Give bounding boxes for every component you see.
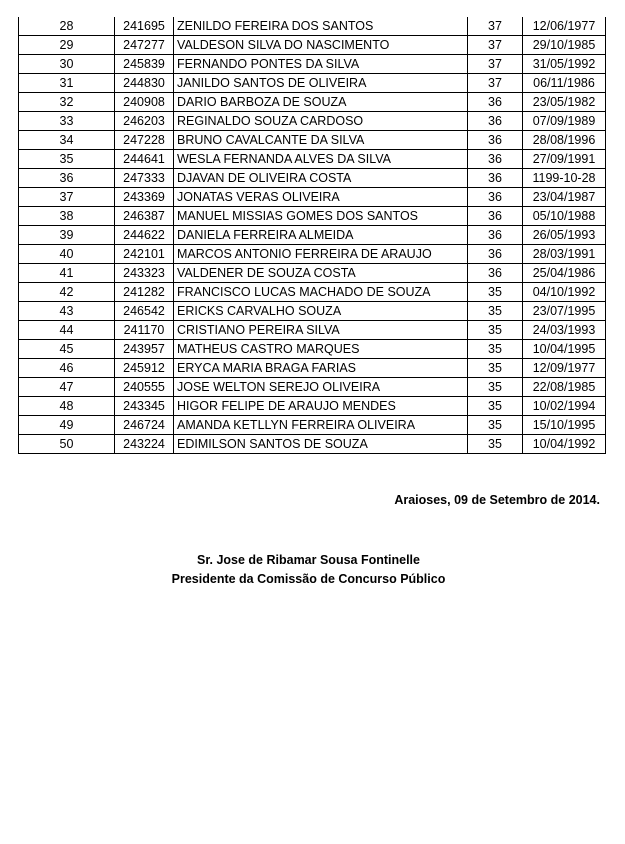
registration-cell: 245912 xyxy=(115,359,174,378)
rank-cell: 28 xyxy=(19,17,115,36)
table-row xyxy=(19,416,606,435)
name-cell: AMANDA KETLLYN FERREIRA OLIVEIRA xyxy=(174,416,468,435)
rank-cell: 33 xyxy=(19,112,115,131)
score-cell: 37 xyxy=(468,36,523,55)
score-cell: 36 xyxy=(468,150,523,169)
name-cell: EDIMILSON SANTOS DE SOUZA xyxy=(174,435,468,454)
birthdate-cell: 27/09/1991 xyxy=(523,150,606,169)
table-row xyxy=(19,321,606,340)
table-row xyxy=(19,207,606,226)
place-and-date: Araioses, 09 de Setembro de 2014. xyxy=(394,493,600,507)
birthdate-cell: 07/09/1989 xyxy=(523,112,606,131)
birthdate-cell: 10/04/1992 xyxy=(523,435,606,454)
rank-cell: 34 xyxy=(19,131,115,150)
name-cell: WESLA FERNANDA ALVES DA SILVA xyxy=(174,150,468,169)
rank-cell: 35 xyxy=(19,150,115,169)
birthdate-cell: 05/10/1988 xyxy=(523,207,606,226)
table-row xyxy=(19,264,606,283)
table-row xyxy=(19,93,606,112)
registration-cell: 243345 xyxy=(115,397,174,416)
rank-cell: 48 xyxy=(19,397,115,416)
table-row xyxy=(19,131,606,150)
table-row xyxy=(19,17,606,36)
name-cell: DARIO BARBOZA DE SOUZA xyxy=(174,93,468,112)
score-cell: 35 xyxy=(468,435,523,454)
table-row xyxy=(19,435,606,454)
birthdate-cell: 23/05/1982 xyxy=(523,93,606,112)
table-row xyxy=(19,302,606,321)
name-cell: JANILDO SANTOS DE OLIVEIRA xyxy=(174,74,468,93)
registration-cell: 243323 xyxy=(115,264,174,283)
score-cell: 35 xyxy=(468,321,523,340)
name-cell: FRANCISCO LUCAS MACHADO DE SOUZA xyxy=(174,283,468,302)
birthdate-cell: 06/11/1986 xyxy=(523,74,606,93)
rank-cell: 32 xyxy=(19,93,115,112)
name-cell: MANUEL MISSIAS GOMES DOS SANTOS xyxy=(174,207,468,226)
birthdate-cell: 26/05/1993 xyxy=(523,226,606,245)
birthdate-cell: 22/08/1985 xyxy=(523,378,606,397)
name-cell: VALDENER DE SOUZA COSTA xyxy=(174,264,468,283)
rank-cell: 39 xyxy=(19,226,115,245)
name-cell: BRUNO CAVALCANTE DA SILVA xyxy=(174,131,468,150)
score-cell: 37 xyxy=(468,55,523,74)
results-table-body xyxy=(19,17,606,454)
rank-cell: 46 xyxy=(19,359,115,378)
name-cell: ERICKS CARVALHO SOUZA xyxy=(174,302,468,321)
table-row xyxy=(19,340,606,359)
score-cell: 36 xyxy=(468,131,523,150)
score-cell: 35 xyxy=(468,378,523,397)
registration-cell: 246542 xyxy=(115,302,174,321)
name-cell: JONATAS VERAS OLIVEIRA xyxy=(174,188,468,207)
name-cell: CRISTIANO PEREIRA SILVA xyxy=(174,321,468,340)
registration-cell: 244830 xyxy=(115,74,174,93)
name-cell: ERYCA MARIA BRAGA FARIAS xyxy=(174,359,468,378)
birthdate-cell: 28/03/1991 xyxy=(523,245,606,264)
score-cell: 36 xyxy=(468,245,523,264)
birthdate-cell: 23/07/1995 xyxy=(523,302,606,321)
table-row xyxy=(19,245,606,264)
score-cell: 35 xyxy=(468,397,523,416)
registration-cell: 243957 xyxy=(115,340,174,359)
birthdate-cell: 25/04/1986 xyxy=(523,264,606,283)
birthdate-cell: 28/08/1996 xyxy=(523,131,606,150)
registration-cell: 243224 xyxy=(115,435,174,454)
birthdate-cell: 12/06/1977 xyxy=(523,17,606,36)
registration-cell: 244622 xyxy=(115,226,174,245)
birthdate-cell: 04/10/1992 xyxy=(523,283,606,302)
rank-cell: 31 xyxy=(19,74,115,93)
score-cell: 36 xyxy=(468,264,523,283)
table-row xyxy=(19,112,606,131)
name-cell: FERNANDO PONTES DA SILVA xyxy=(174,55,468,74)
signatory-title: Presidente da Comissão de Concurso Público xyxy=(171,572,446,586)
score-cell: 37 xyxy=(468,74,523,93)
rank-cell: 29 xyxy=(19,36,115,55)
registration-cell: 246387 xyxy=(115,207,174,226)
birthdate-cell: 15/10/1995 xyxy=(523,416,606,435)
name-cell: DJAVAN DE OLIVEIRA COSTA xyxy=(174,169,468,188)
registration-cell: 246203 xyxy=(115,112,174,131)
rank-cell: 44 xyxy=(19,321,115,340)
registration-cell: 241170 xyxy=(115,321,174,340)
rank-cell: 50 xyxy=(19,435,115,454)
table-row xyxy=(19,359,606,378)
rank-cell: 30 xyxy=(19,55,115,74)
results-table xyxy=(18,17,606,454)
name-cell: MARCOS ANTONIO FERREIRA DE ARAUJO xyxy=(174,245,468,264)
score-cell: 36 xyxy=(468,112,523,131)
name-cell: VALDESON SILVA DO NASCIMENTO xyxy=(174,36,468,55)
score-cell: 37 xyxy=(468,17,523,36)
score-cell: 36 xyxy=(468,169,523,188)
score-cell: 35 xyxy=(468,283,523,302)
table-row xyxy=(19,150,606,169)
rank-cell: 49 xyxy=(19,416,115,435)
name-cell: DANIELA FERREIRA ALMEIDA xyxy=(174,226,468,245)
signatory-name: Sr. Jose de Ribamar Sousa Fontinelle xyxy=(197,553,420,567)
birthdate-cell: 29/10/1985 xyxy=(523,36,606,55)
score-cell: 35 xyxy=(468,340,523,359)
rank-cell: 37 xyxy=(19,188,115,207)
name-cell: MATHEUS CASTRO MARQUES xyxy=(174,340,468,359)
name-cell: HIGOR FELIPE DE ARAUJO MENDES xyxy=(174,397,468,416)
registration-cell: 247228 xyxy=(115,131,174,150)
birthdate-cell: 31/05/1992 xyxy=(523,55,606,74)
birthdate-cell: 23/04/1987 xyxy=(523,188,606,207)
score-cell: 35 xyxy=(468,416,523,435)
table-row xyxy=(19,169,606,188)
name-cell: REGINALDO SOUZA CARDOSO xyxy=(174,112,468,131)
table-row xyxy=(19,188,606,207)
registration-cell: 247277 xyxy=(115,36,174,55)
registration-cell: 240555 xyxy=(115,378,174,397)
rank-cell: 41 xyxy=(19,264,115,283)
score-cell: 36 xyxy=(468,207,523,226)
name-cell: ZENILDO FEREIRA DOS SANTOS xyxy=(174,17,468,36)
birthdate-cell: 1199-10-28 xyxy=(523,169,606,188)
rank-cell: 45 xyxy=(19,340,115,359)
registration-cell: 247333 xyxy=(115,169,174,188)
table-row xyxy=(19,397,606,416)
registration-cell: 241695 xyxy=(115,17,174,36)
table-row xyxy=(19,74,606,93)
score-cell: 35 xyxy=(468,359,523,378)
registration-cell: 246724 xyxy=(115,416,174,435)
rank-cell: 38 xyxy=(19,207,115,226)
registration-cell: 240908 xyxy=(115,93,174,112)
birthdate-cell: 10/02/1994 xyxy=(523,397,606,416)
birthdate-cell: 10/04/1995 xyxy=(523,340,606,359)
signature-block xyxy=(0,551,617,589)
birthdate-cell: 24/03/1993 xyxy=(523,321,606,340)
registration-cell: 241282 xyxy=(115,283,174,302)
birthdate-cell: 12/09/1977 xyxy=(523,359,606,378)
registration-cell: 245839 xyxy=(115,55,174,74)
table-row xyxy=(19,226,606,245)
rank-cell: 43 xyxy=(19,302,115,321)
table-row xyxy=(19,283,606,302)
registration-cell: 244641 xyxy=(115,150,174,169)
registration-cell: 242101 xyxy=(115,245,174,264)
score-cell: 36 xyxy=(468,188,523,207)
score-cell: 36 xyxy=(468,226,523,245)
rank-cell: 36 xyxy=(19,169,115,188)
table-row xyxy=(19,55,606,74)
rank-cell: 47 xyxy=(19,378,115,397)
rank-cell: 42 xyxy=(19,283,115,302)
table-row xyxy=(19,36,606,55)
rank-cell: 40 xyxy=(19,245,115,264)
table-row xyxy=(19,378,606,397)
registration-cell: 243369 xyxy=(115,188,174,207)
score-cell: 35 xyxy=(468,302,523,321)
name-cell: JOSE WELTON SEREJO OLIVEIRA xyxy=(174,378,468,397)
score-cell: 36 xyxy=(468,93,523,112)
